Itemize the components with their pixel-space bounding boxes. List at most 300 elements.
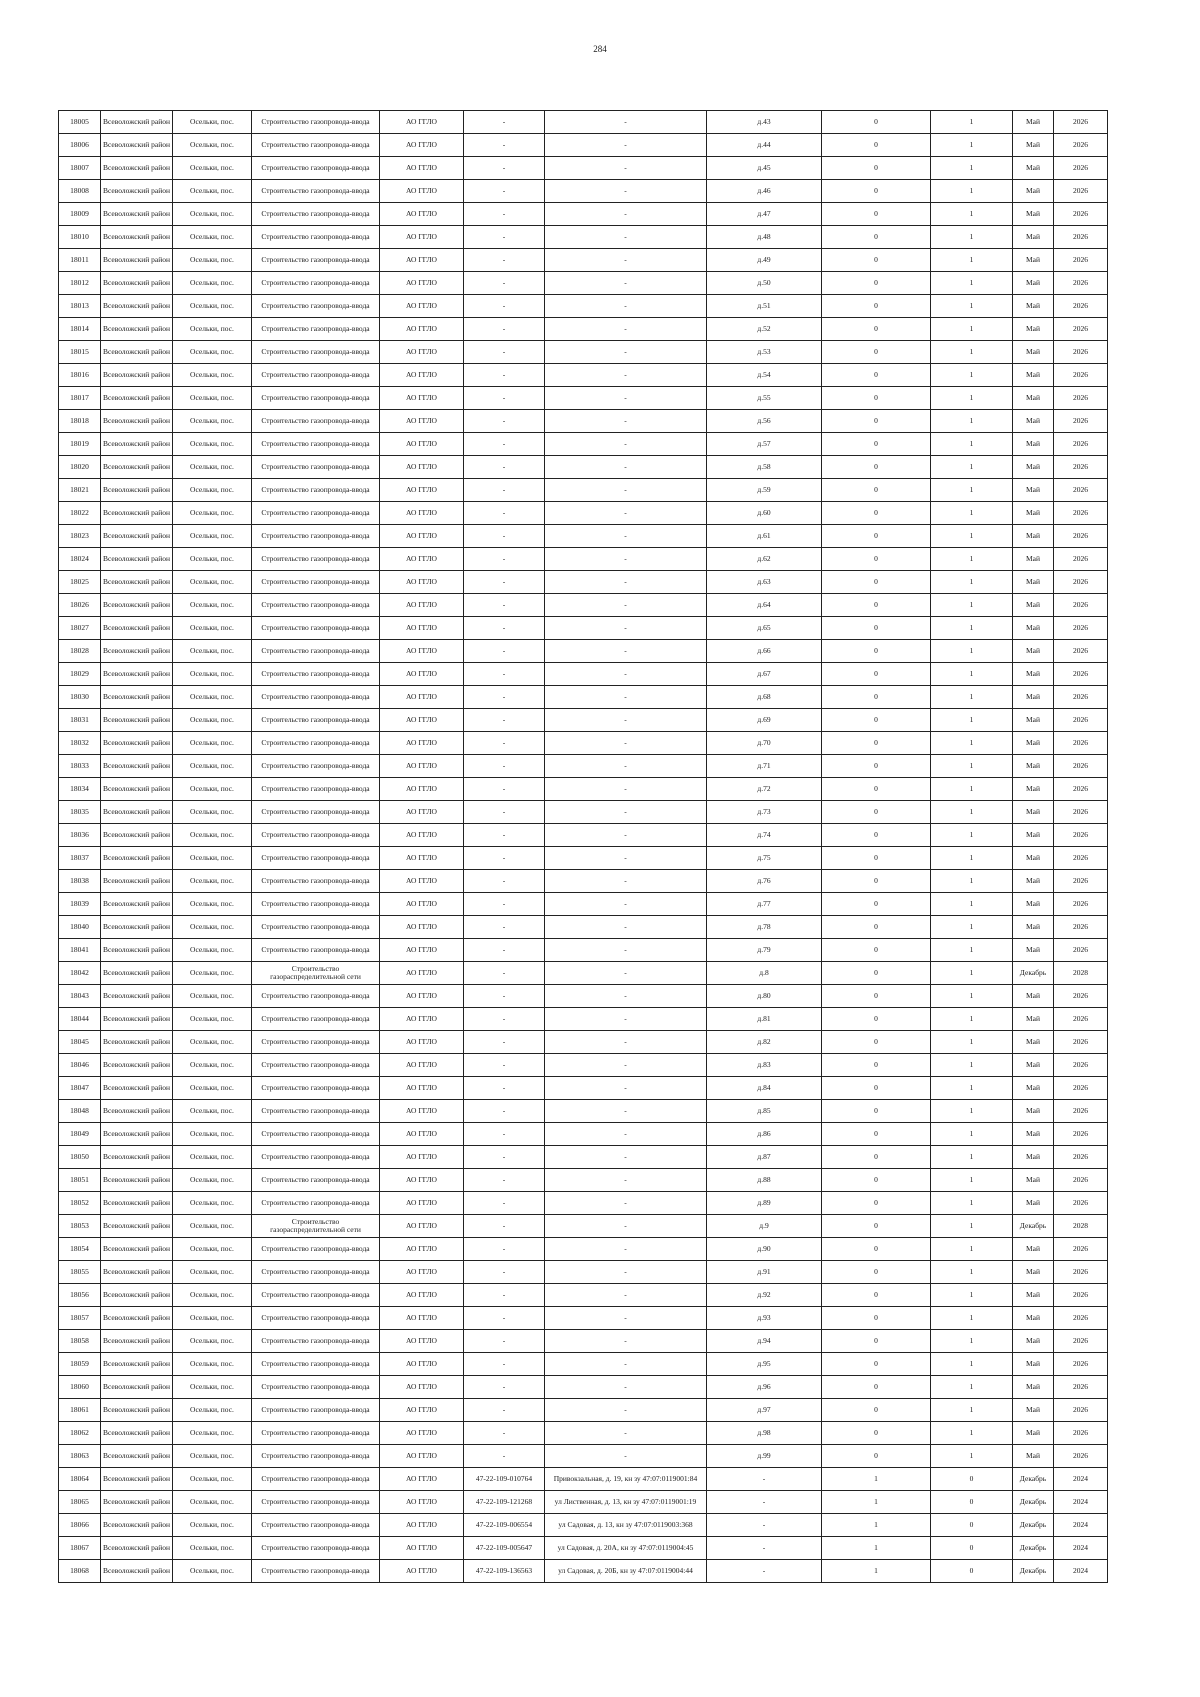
cell-organization: АО ГГЛО (380, 893, 464, 916)
cell-month: Май (1013, 525, 1054, 548)
cell-month: Май (1013, 548, 1054, 571)
cell-organization: АО ГГЛО (380, 1238, 464, 1261)
cell-house-no: д.79 (707, 939, 822, 962)
cell-record-id: 18067 (59, 1537, 101, 1560)
cell-district: Всеволожский район (101, 1054, 173, 1077)
cell-count-b: 1 (931, 295, 1013, 318)
cell-count-a: 0 (822, 433, 931, 456)
cell-count-a: 0 (822, 295, 931, 318)
cell-district: Всеволожский район (101, 548, 173, 571)
cell-application-no: - (464, 364, 545, 387)
cell-count-a: 0 (822, 502, 931, 525)
cell-settlement: Осельки, пос. (173, 1100, 252, 1123)
cell-settlement: Осельки, пос. (173, 433, 252, 456)
cell-organization: АО ГГЛО (380, 387, 464, 410)
cell-count-a: 0 (822, 709, 931, 732)
cell-address: ул Садовая, д. 13, кн зу 47:07:0119003:368 (545, 1514, 707, 1537)
cell-organization: АО ГГЛО (380, 755, 464, 778)
cell-work-type: Строительство газопровода-ввода (252, 985, 380, 1008)
cell-year: 2026 (1054, 939, 1108, 962)
cell-year: 2026 (1054, 226, 1108, 249)
table-row (59, 985, 1108, 1008)
table-row (59, 1307, 1108, 1330)
cell-organization: АО ГГЛО (380, 1031, 464, 1054)
cell-count-b: 1 (931, 709, 1013, 732)
cell-district: Всеволожский район (101, 479, 173, 502)
cell-application-no: - (464, 410, 545, 433)
cell-address: - (545, 778, 707, 801)
cell-address: - (545, 571, 707, 594)
cell-year: 2026 (1054, 295, 1108, 318)
cell-settlement: Осельки, пос. (173, 985, 252, 1008)
cell-organization: АО ГГЛО (380, 525, 464, 548)
cell-address: - (545, 134, 707, 157)
cell-address: - (545, 364, 707, 387)
cell-district: Всеволожский район (101, 272, 173, 295)
cell-year: 2026 (1054, 364, 1108, 387)
cell-organization: АО ГГЛО (380, 640, 464, 663)
cell-district: Всеволожский район (101, 1100, 173, 1123)
cell-work-type: Строительство газопровода-ввода (252, 1445, 380, 1468)
cell-district: Всеволожский район (101, 1330, 173, 1353)
cell-record-id: 18049 (59, 1123, 101, 1146)
cell-record-id: 18014 (59, 318, 101, 341)
cell-house-no: д.85 (707, 1100, 822, 1123)
cell-month: Май (1013, 1330, 1054, 1353)
cell-address: - (545, 755, 707, 778)
cell-count-a: 0 (822, 249, 931, 272)
cell-year: 2026 (1054, 847, 1108, 870)
cell-record-id: 18024 (59, 548, 101, 571)
cell-settlement: Осельки, пос. (173, 203, 252, 226)
cell-address: - (545, 272, 707, 295)
cell-record-id: 18031 (59, 709, 101, 732)
cell-record-id: 18015 (59, 341, 101, 364)
cell-work-type: Строительство газопровода-ввода (252, 847, 380, 870)
cell-count-b: 1 (931, 1307, 1013, 1330)
cell-work-type: Строительство газопровода-ввода (252, 410, 380, 433)
cell-district: Всеволожский район (101, 157, 173, 180)
table-row (59, 1192, 1108, 1215)
cell-organization: АО ГГЛО (380, 1468, 464, 1491)
cell-house-no: д.89 (707, 1192, 822, 1215)
cell-house-no: д.83 (707, 1054, 822, 1077)
cell-record-id: 18010 (59, 226, 101, 249)
cell-settlement: Осельки, пос. (173, 1307, 252, 1330)
cell-address: - (545, 1445, 707, 1468)
cell-organization: АО ГГЛО (380, 571, 464, 594)
cell-district: Всеволожский район (101, 410, 173, 433)
cell-application-no: - (464, 778, 545, 801)
cell-settlement: Осельки, пос. (173, 801, 252, 824)
cell-record-id: 18013 (59, 295, 101, 318)
cell-work-type: Строительство газопровода-ввода (252, 1123, 380, 1146)
cell-count-b: 1 (931, 1192, 1013, 1215)
cell-house-no: д.66 (707, 640, 822, 663)
cell-settlement: Осельки, пос. (173, 1054, 252, 1077)
cell-record-id: 18050 (59, 1146, 101, 1169)
cell-district: Всеволожский район (101, 1537, 173, 1560)
table-row (59, 663, 1108, 686)
cell-count-b: 1 (931, 1353, 1013, 1376)
cell-application-no: - (464, 525, 545, 548)
cell-month: Декабрь (1013, 1514, 1054, 1537)
cell-house-no: - (707, 1560, 822, 1583)
cell-application-no: - (464, 134, 545, 157)
cell-settlement: Осельки, пос. (173, 1169, 252, 1192)
cell-count-b: 1 (931, 1077, 1013, 1100)
cell-application-no: - (464, 479, 545, 502)
cell-work-type: Строительство газопровода-ввода (252, 594, 380, 617)
cell-settlement: Осельки, пос. (173, 709, 252, 732)
cell-house-no: д.68 (707, 686, 822, 709)
cell-house-no: д.64 (707, 594, 822, 617)
cell-house-no: д.58 (707, 456, 822, 479)
cell-year: 2026 (1054, 1445, 1108, 1468)
cell-work-type: Строительство газопровода-ввода (252, 1192, 380, 1215)
table-row (59, 617, 1108, 640)
table-row (59, 571, 1108, 594)
cell-work-type: Строительство газопровода-ввода (252, 387, 380, 410)
cell-address: - (545, 203, 707, 226)
cell-record-id: 18046 (59, 1054, 101, 1077)
cell-house-no: д.87 (707, 1146, 822, 1169)
cell-application-no: - (464, 1054, 545, 1077)
cell-month: Май (1013, 364, 1054, 387)
cell-district: Всеволожский район (101, 1123, 173, 1146)
cell-house-no: д.48 (707, 226, 822, 249)
table-row (59, 916, 1108, 939)
cell-month: Май (1013, 502, 1054, 525)
table-row (59, 1491, 1108, 1514)
cell-work-type: Строительство газопровода-ввода (252, 778, 380, 801)
cell-month: Май (1013, 1422, 1054, 1445)
cell-settlement: Осельки, пос. (173, 686, 252, 709)
cell-count-a: 0 (822, 157, 931, 180)
table-row (59, 226, 1108, 249)
cell-count-b: 1 (931, 1146, 1013, 1169)
cell-district: Всеволожский район (101, 1399, 173, 1422)
cell-count-a: 0 (822, 1054, 931, 1077)
cell-record-id: 18032 (59, 732, 101, 755)
cell-work-type: Строительство газопровода-ввода (252, 1284, 380, 1307)
cell-settlement: Осельки, пос. (173, 1238, 252, 1261)
cell-count-a: 0 (822, 479, 931, 502)
cell-settlement: Осельки, пос. (173, 1215, 252, 1238)
cell-house-no: д.54 (707, 364, 822, 387)
cell-settlement: Осельки, пос. (173, 1146, 252, 1169)
cell-month: Май (1013, 180, 1054, 203)
cell-record-id: 18028 (59, 640, 101, 663)
cell-count-b: 1 (931, 157, 1013, 180)
cell-organization: АО ГГЛО (380, 847, 464, 870)
cell-record-id: 18062 (59, 1422, 101, 1445)
cell-house-no: д.71 (707, 755, 822, 778)
cell-address: - (545, 1192, 707, 1215)
cell-address: - (545, 1238, 707, 1261)
cell-count-a: 0 (822, 1169, 931, 1192)
cell-application-no: - (464, 295, 545, 318)
cell-organization: АО ГГЛО (380, 916, 464, 939)
cell-work-type: Строительство газопровода-ввода (252, 1468, 380, 1491)
cell-record-id: 18065 (59, 1491, 101, 1514)
cell-work-type: Строительство газопровода-ввода (252, 525, 380, 548)
cell-district: Всеволожский район (101, 1376, 173, 1399)
cell-year: 2026 (1054, 1284, 1108, 1307)
cell-address: - (545, 410, 707, 433)
cell-count-b: 1 (931, 617, 1013, 640)
cell-year: 2026 (1054, 479, 1108, 502)
cell-count-a: 0 (822, 1123, 931, 1146)
cell-application-no: - (464, 502, 545, 525)
cell-record-id: 18016 (59, 364, 101, 387)
cell-organization: АО ГГЛО (380, 548, 464, 571)
cell-settlement: Осельки, пос. (173, 410, 252, 433)
table-row (59, 387, 1108, 410)
cell-settlement: Осельки, пос. (173, 548, 252, 571)
cell-work-type: Строительство газопровода-ввода (252, 456, 380, 479)
cell-work-type: Строительство газопровода-ввода (252, 111, 380, 134)
cell-month: Май (1013, 778, 1054, 801)
cell-month: Май (1013, 249, 1054, 272)
cell-district: Всеволожский район (101, 203, 173, 226)
cell-year: 2026 (1054, 870, 1108, 893)
cell-settlement: Осельки, пос. (173, 180, 252, 203)
table-row (59, 1146, 1108, 1169)
table-row (59, 1514, 1108, 1537)
cell-count-b: 1 (931, 1399, 1013, 1422)
cell-application-no: - (464, 939, 545, 962)
cell-organization: АО ГГЛО (380, 1537, 464, 1560)
cell-year: 2026 (1054, 341, 1108, 364)
cell-settlement: Осельки, пос. (173, 1353, 252, 1376)
table-row (59, 824, 1108, 847)
table-row (59, 1560, 1108, 1583)
cell-year: 2026 (1054, 732, 1108, 755)
cell-month: Май (1013, 1284, 1054, 1307)
cell-count-b: 1 (931, 479, 1013, 502)
cell-application-no: - (464, 1238, 545, 1261)
table-row (59, 180, 1108, 203)
cell-year: 2026 (1054, 1100, 1108, 1123)
table-row (59, 801, 1108, 824)
cell-settlement: Осельки, пос. (173, 1560, 252, 1583)
cell-application-no: - (464, 157, 545, 180)
cell-month: Декабрь (1013, 1215, 1054, 1238)
cell-district: Всеволожский район (101, 732, 173, 755)
cell-house-no: д.78 (707, 916, 822, 939)
cell-count-a: 0 (822, 1445, 931, 1468)
cell-month: Май (1013, 1307, 1054, 1330)
cell-organization: АО ГГЛО (380, 1123, 464, 1146)
cell-month: Май (1013, 1146, 1054, 1169)
cell-application-no: - (464, 433, 545, 456)
cell-count-b: 0 (931, 1560, 1013, 1583)
cell-district: Всеволожский район (101, 433, 173, 456)
table-row (59, 1054, 1108, 1077)
cell-application-no: - (464, 732, 545, 755)
cell-year: 2026 (1054, 985, 1108, 1008)
cell-year: 2024 (1054, 1514, 1108, 1537)
cell-address: - (545, 433, 707, 456)
cell-house-no: д.94 (707, 1330, 822, 1353)
cell-address: - (545, 686, 707, 709)
cell-address: - (545, 617, 707, 640)
cell-month: Май (1013, 1399, 1054, 1422)
cell-house-no: д.75 (707, 847, 822, 870)
cell-count-b: 1 (931, 1123, 1013, 1146)
cell-count-a: 0 (822, 916, 931, 939)
cell-work-type: Строительство газопровода-ввода (252, 1008, 380, 1031)
cell-work-type: Строительство газопровода-ввода (252, 640, 380, 663)
cell-address: - (545, 1031, 707, 1054)
cell-organization: АО ГГЛО (380, 1307, 464, 1330)
cell-year: 2026 (1054, 1399, 1108, 1422)
cell-count-a: 0 (822, 571, 931, 594)
table-row (59, 594, 1108, 617)
cell-application-no: 47-22-109-005647 (464, 1537, 545, 1560)
cell-settlement: Осельки, пос. (173, 1031, 252, 1054)
cell-district: Всеволожский район (101, 640, 173, 663)
cell-count-b: 1 (931, 985, 1013, 1008)
cell-month: Май (1013, 640, 1054, 663)
cell-house-no: д.52 (707, 318, 822, 341)
cell-application-no: - (464, 1031, 545, 1054)
cell-application-no: - (464, 571, 545, 594)
cell-house-no: - (707, 1537, 822, 1560)
cell-settlement: Осельки, пос. (173, 1376, 252, 1399)
cell-district: Всеволожский район (101, 1169, 173, 1192)
cell-district: Всеволожский район (101, 709, 173, 732)
cell-address: - (545, 709, 707, 732)
cell-month: Май (1013, 1054, 1054, 1077)
cell-work-type: Строительство газопровода-ввода (252, 180, 380, 203)
cell-organization: АО ГГЛО (380, 1399, 464, 1422)
table-row (59, 870, 1108, 893)
cell-organization: АО ГГЛО (380, 226, 464, 249)
cell-house-no: - (707, 1468, 822, 1491)
cell-settlement: Осельки, пос. (173, 1445, 252, 1468)
cell-application-no: - (464, 617, 545, 640)
cell-district: Всеволожский район (101, 1192, 173, 1215)
cell-organization: АО ГГЛО (380, 1054, 464, 1077)
cell-count-b: 1 (931, 916, 1013, 939)
cell-district: Всеволожский район (101, 686, 173, 709)
cell-house-no: д.88 (707, 1169, 822, 1192)
cell-count-a: 0 (822, 1330, 931, 1353)
cell-house-no: д.46 (707, 180, 822, 203)
cell-month: Май (1013, 226, 1054, 249)
cell-application-no: - (464, 341, 545, 364)
cell-month: Май (1013, 732, 1054, 755)
cell-district: Всеволожский район (101, 318, 173, 341)
cell-work-type: Строительство газопровода-ввода (252, 1399, 380, 1422)
cell-count-a: 0 (822, 1238, 931, 1261)
cell-year: 2026 (1054, 1307, 1108, 1330)
cell-district: Всеволожский район (101, 1422, 173, 1445)
cell-record-id: 18052 (59, 1192, 101, 1215)
cell-house-no: д.55 (707, 387, 822, 410)
cell-count-b: 1 (931, 272, 1013, 295)
cell-work-type: Строительство газопровода-ввода (252, 709, 380, 732)
cell-year: 2026 (1054, 410, 1108, 433)
cell-house-no: д.57 (707, 433, 822, 456)
cell-year: 2026 (1054, 134, 1108, 157)
cell-count-a: 0 (822, 985, 931, 1008)
cell-work-type: Строительство газопровода-ввода (252, 134, 380, 157)
cell-application-no: - (464, 1330, 545, 1353)
cell-house-no: д.60 (707, 502, 822, 525)
cell-count-b: 1 (931, 341, 1013, 364)
table-row (59, 1284, 1108, 1307)
cell-district: Всеволожский район (101, 1031, 173, 1054)
cell-address: - (545, 801, 707, 824)
table-row (59, 295, 1108, 318)
cell-application-no: - (464, 1284, 545, 1307)
cell-count-a: 1 (822, 1468, 931, 1491)
cell-year: 2026 (1054, 571, 1108, 594)
cell-year: 2026 (1054, 778, 1108, 801)
cell-work-type: Строительство газопровода-ввода (252, 249, 380, 272)
cell-district: Всеволожский район (101, 249, 173, 272)
cell-work-type: Строительство газопровода-ввода (252, 801, 380, 824)
cell-year: 2028 (1054, 1215, 1108, 1238)
cell-house-no: д.84 (707, 1077, 822, 1100)
cell-application-no: - (464, 387, 545, 410)
cell-count-b: 1 (931, 1100, 1013, 1123)
cell-organization: АО ГГЛО (380, 134, 464, 157)
cell-house-no: д.73 (707, 801, 822, 824)
cell-house-no: д.86 (707, 1123, 822, 1146)
cell-month: Май (1013, 410, 1054, 433)
cell-count-a: 0 (822, 1422, 931, 1445)
cell-record-id: 18027 (59, 617, 101, 640)
cell-organization: АО ГГЛО (380, 111, 464, 134)
cell-work-type: Строительство газопровода-ввода (252, 157, 380, 180)
cell-organization: АО ГГЛО (380, 203, 464, 226)
cell-count-a: 0 (822, 847, 931, 870)
cell-record-id: 18022 (59, 502, 101, 525)
cell-settlement: Осельки, пос. (173, 640, 252, 663)
cell-count-a: 0 (822, 1353, 931, 1376)
cell-organization: АО ГГЛО (380, 272, 464, 295)
cell-district: Всеволожский район (101, 1353, 173, 1376)
cell-count-b: 1 (931, 962, 1013, 985)
cell-organization: АО ГГЛО (380, 1353, 464, 1376)
cell-record-id: 18020 (59, 456, 101, 479)
cell-record-id: 18009 (59, 203, 101, 226)
cell-district: Всеволожский район (101, 1215, 173, 1238)
cell-year: 2026 (1054, 1192, 1108, 1215)
records-table (58, 110, 1108, 1583)
cell-address: - (545, 1261, 707, 1284)
cell-month: Май (1013, 1008, 1054, 1031)
table-row (59, 1376, 1108, 1399)
cell-record-id: 18008 (59, 180, 101, 203)
cell-year: 2026 (1054, 272, 1108, 295)
cell-month: Май (1013, 295, 1054, 318)
cell-address: - (545, 295, 707, 318)
cell-district: Всеволожский район (101, 985, 173, 1008)
cell-district: Всеволожский район (101, 870, 173, 893)
cell-work-type: Строительство газопровода-ввода (252, 1261, 380, 1284)
cell-count-b: 1 (931, 318, 1013, 341)
cell-record-id: 18036 (59, 824, 101, 847)
table-row (59, 249, 1108, 272)
cell-settlement: Осельки, пос. (173, 594, 252, 617)
cell-address: - (545, 180, 707, 203)
cell-record-id: 18047 (59, 1077, 101, 1100)
